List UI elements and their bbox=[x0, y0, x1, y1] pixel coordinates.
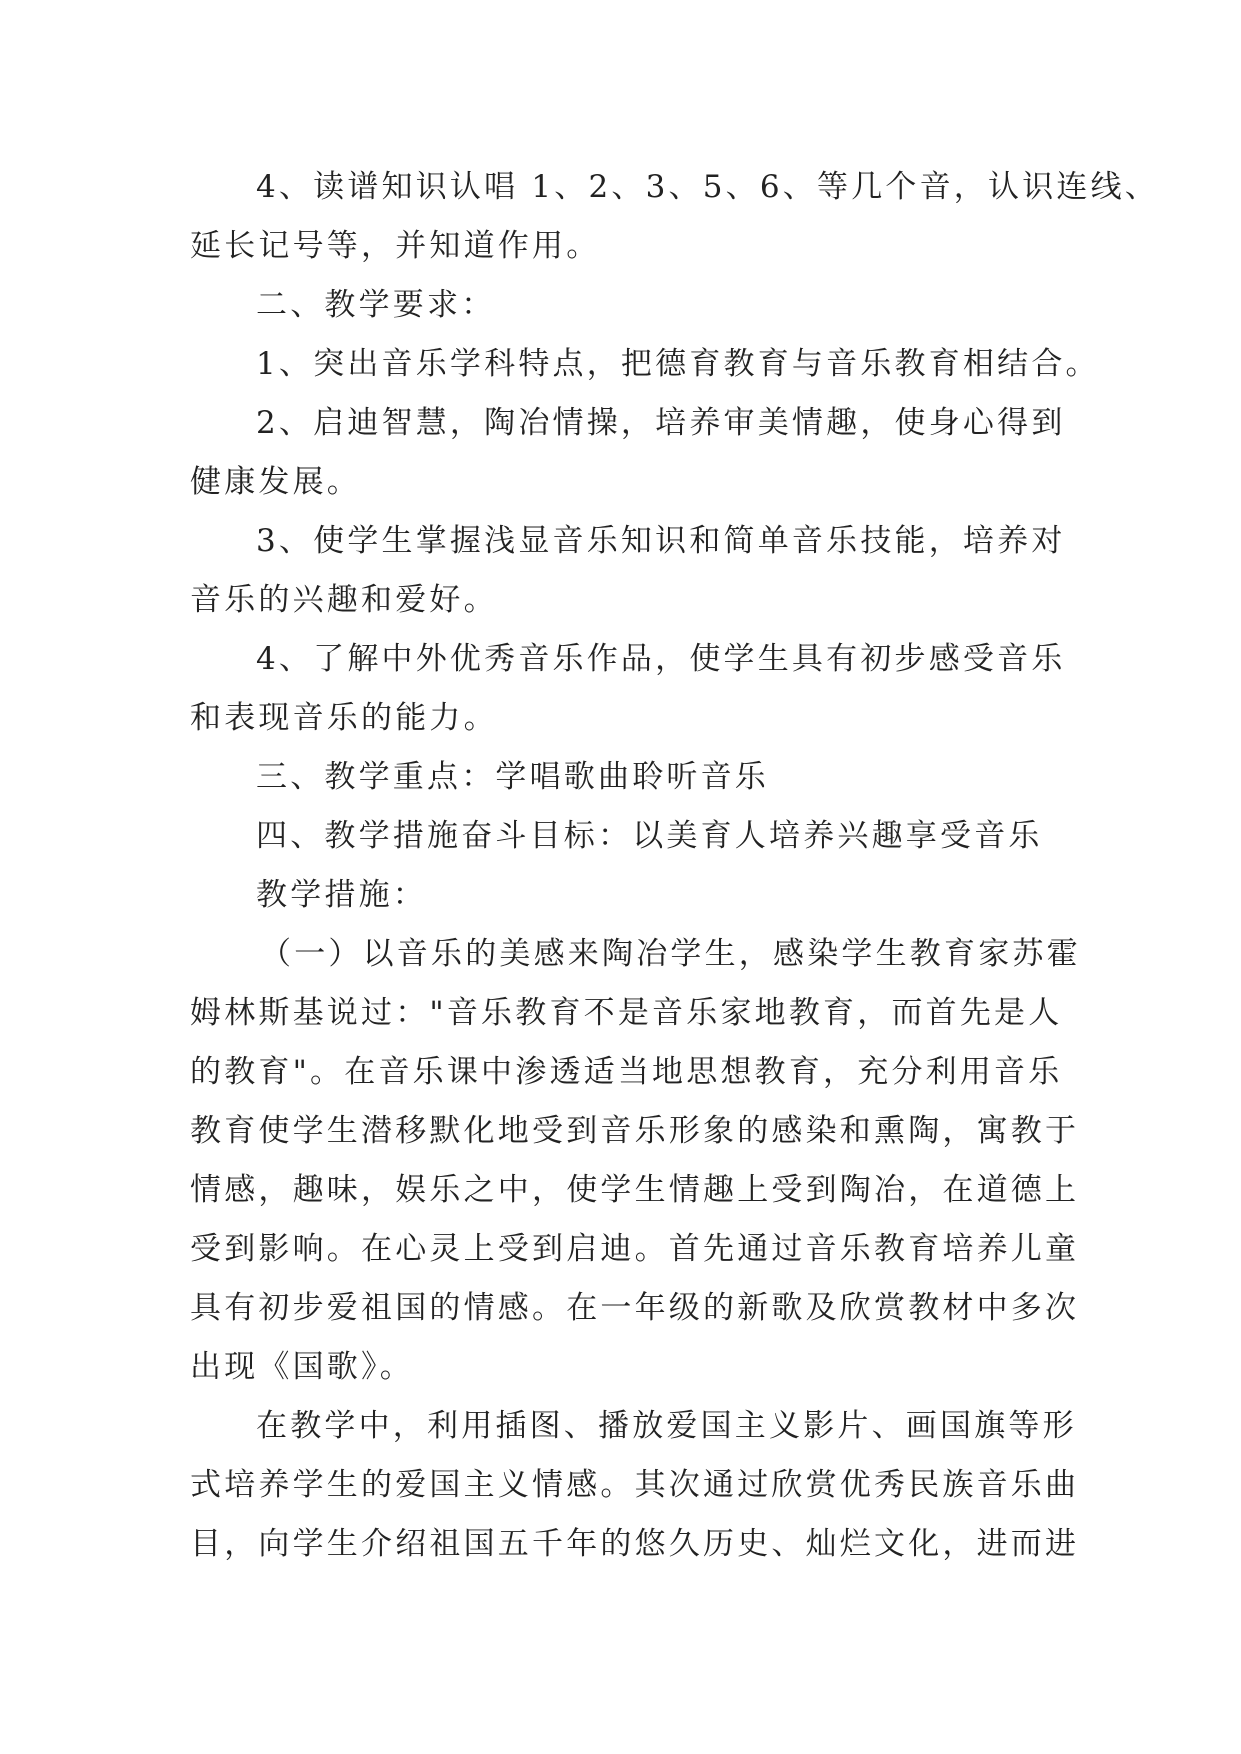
section-heading-requirements: 二、教学要求： bbox=[256, 287, 496, 323]
paragraph-line-10: 和表现音乐的能力。 bbox=[190, 700, 498, 736]
paragraph-line-14: （一）以音乐的美感来陶冶学生，感染学生教育家苏霍 bbox=[260, 936, 1081, 972]
paragraph-line-17: 教育使学生潜移默化地受到音乐形象的感染和熏陶，寓教于 bbox=[190, 1113, 1080, 1149]
section-heading-focus: 三、教学重点：学唱歌曲聆听音乐 bbox=[256, 759, 769, 795]
paragraph-line-4: 1、突出音乐学科特点，把德育教育与音乐教育相结合。 bbox=[256, 346, 1100, 382]
paragraph-line-15: 姆林斯基说过："音乐教育不是音乐家地教育，而首先是人 bbox=[190, 995, 1063, 1031]
paragraph-line-21: 出现《国歌》。 bbox=[190, 1349, 414, 1385]
paragraph-line-18: 情感，趣味，娱乐之中，使学生情趣上受到陶冶，在道德上 bbox=[190, 1172, 1080, 1208]
paragraph-line-24: 目，向学生介绍祖国五千年的悠久历史、灿烂文化，进而进 bbox=[190, 1526, 1080, 1562]
paragraph-line-19: 受到影响。在心灵上受到启迪。首先通过音乐教育培养儿童 bbox=[190, 1231, 1080, 1267]
subheading-measures: 教学措施： bbox=[256, 877, 427, 913]
paragraph-line-1: 4、读谱知识认唱 1、2、3、5、6、等几个音，认识连线、 bbox=[256, 169, 1159, 205]
paragraph-line-9: 4、了解中外优秀音乐作品，使学生具有初步感受音乐 bbox=[256, 641, 1066, 677]
paragraph-line-23: 式培养学生的爱国主义情感。其次通过欣赏优秀民族音乐曲 bbox=[190, 1467, 1080, 1503]
paragraph-line-16: 的教育"。在音乐课中渗透适当地思想教育，充分利用音乐 bbox=[190, 1054, 1063, 1090]
paragraph-line-5: 2、启迪智慧，陶冶情操，培养审美情趣，使身心得到 bbox=[256, 405, 1066, 441]
paragraph-line-6: 健康发展。 bbox=[190, 464, 361, 500]
paragraph-line-7: 3、使学生掌握浅显音乐知识和简单音乐技能，培养对 bbox=[256, 523, 1066, 559]
paragraph-line-22: 在教学中，利用插图、播放爱国主义影片、画国旗等形 bbox=[256, 1408, 1077, 1444]
paragraph-line-20: 具有初步爱祖国的情感。在一年级的新歌及欣赏教材中多次 bbox=[190, 1290, 1080, 1326]
section-heading-measures: 四、教学措施奋斗目标：以美育人培养兴趣享受音乐 bbox=[256, 818, 1043, 854]
paragraph-line-2: 延长记号等，并知道作用。 bbox=[190, 228, 601, 264]
paragraph-line-8: 音乐的兴趣和爱好。 bbox=[190, 582, 498, 618]
